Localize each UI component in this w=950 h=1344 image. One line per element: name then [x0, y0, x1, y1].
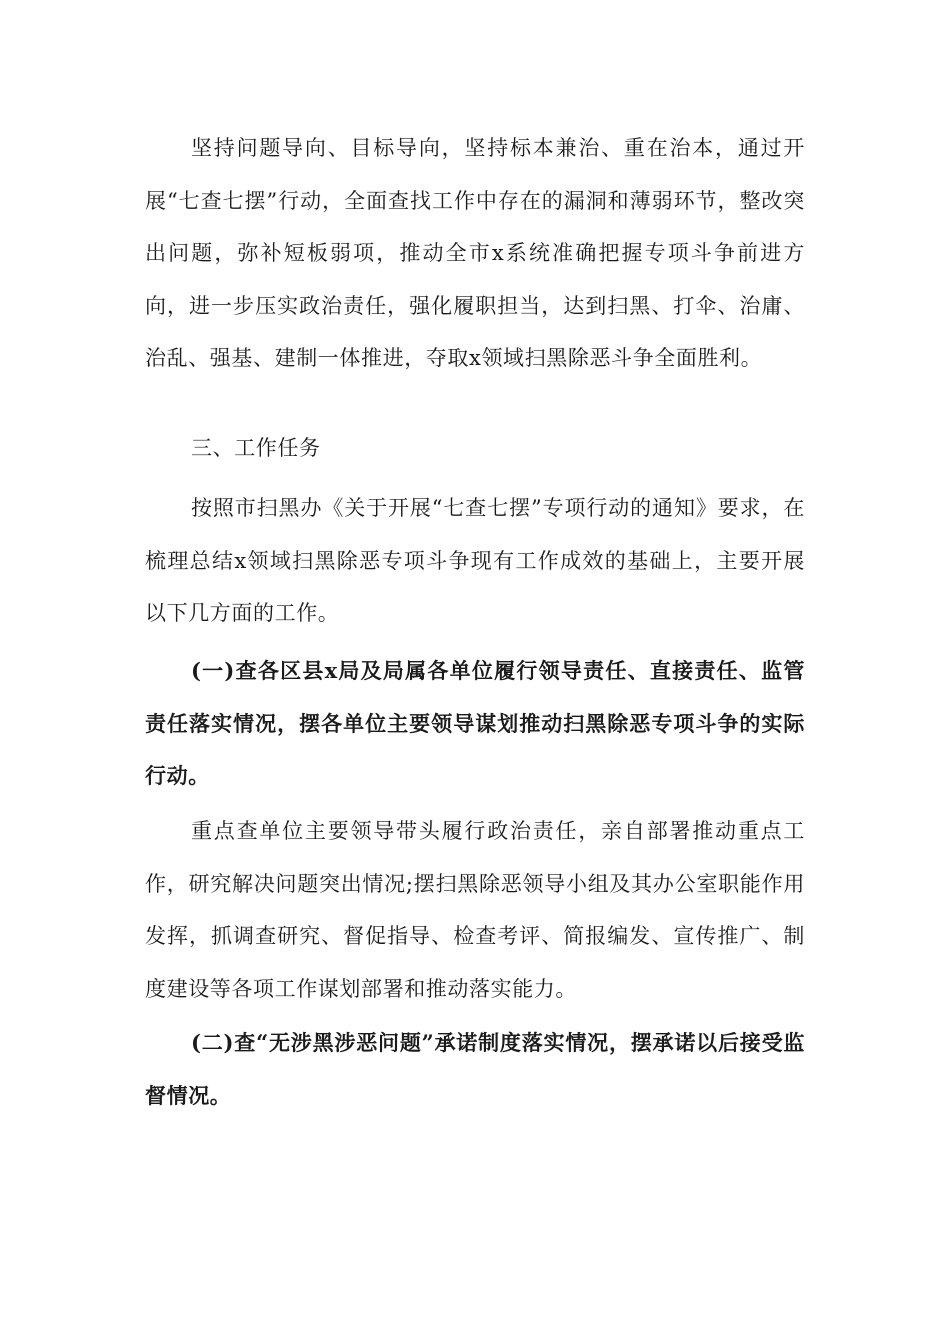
body-paragraph-intro: 按照市扫黑办《关于开展“七查七摆”专项行动的通知》要求，在梳理总结x领域扫黑除恶专项斗争现有工作成效的基础上，主要开展以下几方面的工作。	[145, 496, 805, 625]
section-heading-tasks: 三、工作任务	[191, 436, 321, 460]
subheading-item-2: (二)查“无涉黑涉恶问题”承诺制度落实情况，摆承诺以后接受监督情况。	[145, 1030, 805, 1108]
body-paragraph-goal: 坚持问题导向、目标导向，坚持标本兼治、重在治本，通过开展“七查七摆”行动，全面查找工作中存在的漏洞和薄弱环节，整改突出问题，弥补短板弱项，推动全市x系统准确把握专项斗争前进方向，进一步压实政治责任，强化履职担当，达到扫黑、打伞、治庸、治乱、强基、建制一体推进，夺取x领域扫黑除恶斗争全面胜利。	[145, 136, 805, 370]
subheading-item-1: (一)查各区县x局及局属各单位履行领导责任、直接责任、监管责任落实情况，摆各单位主要领导谋划推动扫黑除恶专项斗争的实际行动。	[145, 658, 805, 788]
body-paragraph-item-1-detail: 重点查单位主要领导带头履行政治责任，亲自部署推动重点工作，研究解决问题突出情况;摆扫黑除恶领导小组及其办公室职能作用发挥，抓调查研究、督促指导、检查考评、简报编发、宣传推广、制度建设等各项工作谋划部署和推动落实能力。	[145, 819, 805, 1001]
